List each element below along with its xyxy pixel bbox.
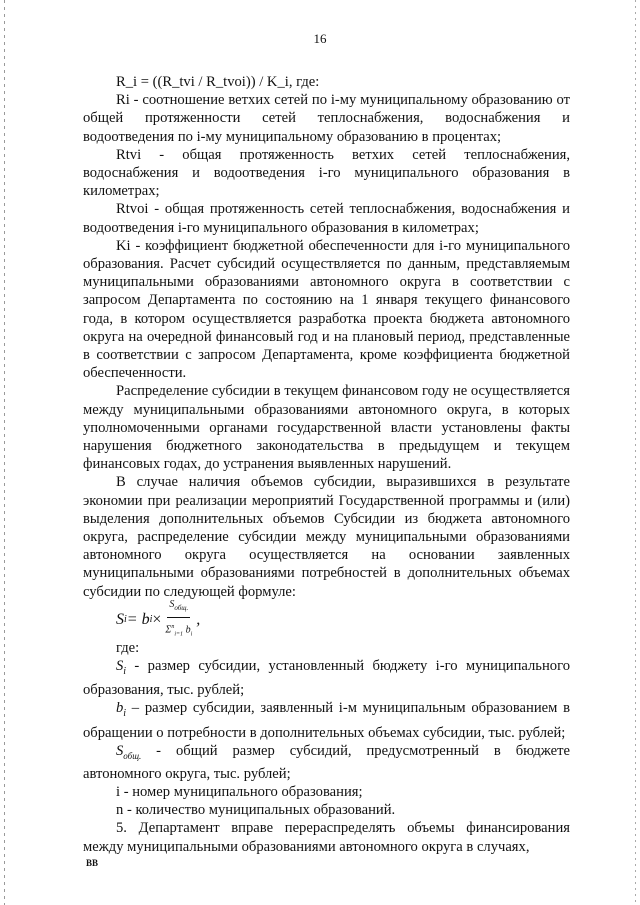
- formula-si-numerator: $S_{общ.}$: [167, 596, 190, 618]
- formula-si-tail: ,: [196, 610, 201, 628]
- where-label: где:: [116, 639, 140, 656]
- page-number: 16: [313, 31, 327, 46]
- definition-bi: $b_i$ – размер субсидии, заявленный i-м муниципальным образованием в обращении о потребности в дополнительных объемах субсидии, тыс. рублей;: [83, 700, 570, 741]
- definition-rtvoi: Rtvoi - общая протяженность сетей теплоснабжения, водоснабжения и водоотведения i-го муниципального образования в километрах;: [83, 201, 570, 236]
- formula-si-denominator: $\Sigma^n_{i=1}$ $b_i$: [165, 624, 193, 638]
- symbol-si: S: [116, 658, 124, 675]
- scan-edge-right: [635, 0, 636, 905]
- definition-si: $S_i$ - размер субсидии, установленный бюджету i-го муниципального образования, тыс. рублей;: [83, 658, 570, 699]
- definition-i: i - номер муниципального образования;: [116, 784, 363, 801]
- definition-ri: Ri - соотношение ветхих сетей по i-му муниципальному образованию от общей протяженности сетей теплоснабжения, водоснабжения и водоотведения по i-му муниципальному образованию в процентах;: [83, 92, 570, 145]
- paragraph-savings: В случае наличия объемов субсидии, выразившихся в результате экономии при реализации мероприятий Государственной программы и (или) выделения дополнительных объемов Субсидии из бюджета автономного округа, распределение субсидии между муниципальными образованиями автономного округа осуществляется на основании заявленных муниципальными образованиями потребностей в дополнительных объемах субсидии по следующей формуле:: [83, 474, 570, 600]
- formula-si-eq: = b: [126, 610, 150, 628]
- formula-ri: R_i = ((R_tvi / R_tvoi)) / K_i, где:: [116, 74, 320, 90]
- formula-si-times: ×: [152, 610, 162, 628]
- symbol-bi: b: [116, 700, 124, 717]
- formula-si-b-sub: i: [149, 613, 153, 625]
- formula-si-lhs: S: [116, 610, 124, 628]
- paragraph-5: 5. Департамент вправе перераспределять объемы финансирования между муниципальными образованиями автономного округа в случаях,: [83, 820, 570, 855]
- formula-si-fraction: [163, 596, 194, 644]
- definition-n: n - количество муниципальных образований.: [116, 802, 396, 819]
- definition-rtvi: Rtvi - общая протяженность ветхих сетей теплоснабжения, водоснабжения и водоотведения i-го муниципального образования в километрах;: [83, 146, 570, 200]
- footer-mark: ВВ: [86, 858, 99, 868]
- definition-ki: Ki - коэффициент бюджетной обеспеченности для i-го муниципального образования. Расчет субсидий осуществляется по данным, представляемым муниципальными образованиями автономного округа в соответствии с запросом Департамента по состоянию на 1 января текущего финансового года, в котором осуществляется разработка проекта бюджета автономного округа на очередной финансовый год и на плановый период, представленные в соответствии с запросом Департамента, кроме коэффициента бюджетной обеспеченности.: [83, 237, 570, 382]
- formula-si-lhs-sub: i: [124, 613, 127, 625]
- formula-si: [83, 599, 570, 638]
- symbol-sobsh: S: [116, 742, 124, 759]
- definition-sobsh: $S_{общ.}$ - общий размер субсидий, предусмотренный в бюджете автономного округа, тыс. рублей;: [83, 742, 570, 782]
- paragraph-distribution: Распределение субсидии в текущем финансовом году не осуществляется между муниципальными образованиями автономного округа, в которых уполномоченными органами государственной власти установлены факты нарушения бюджетного законодательства в предыдущем и текущем финансовых годах, до устранения выявленных нарушений.: [83, 383, 570, 473]
- document-body: [83, 73, 570, 856]
- scan-edge-left: [4, 0, 5, 905]
